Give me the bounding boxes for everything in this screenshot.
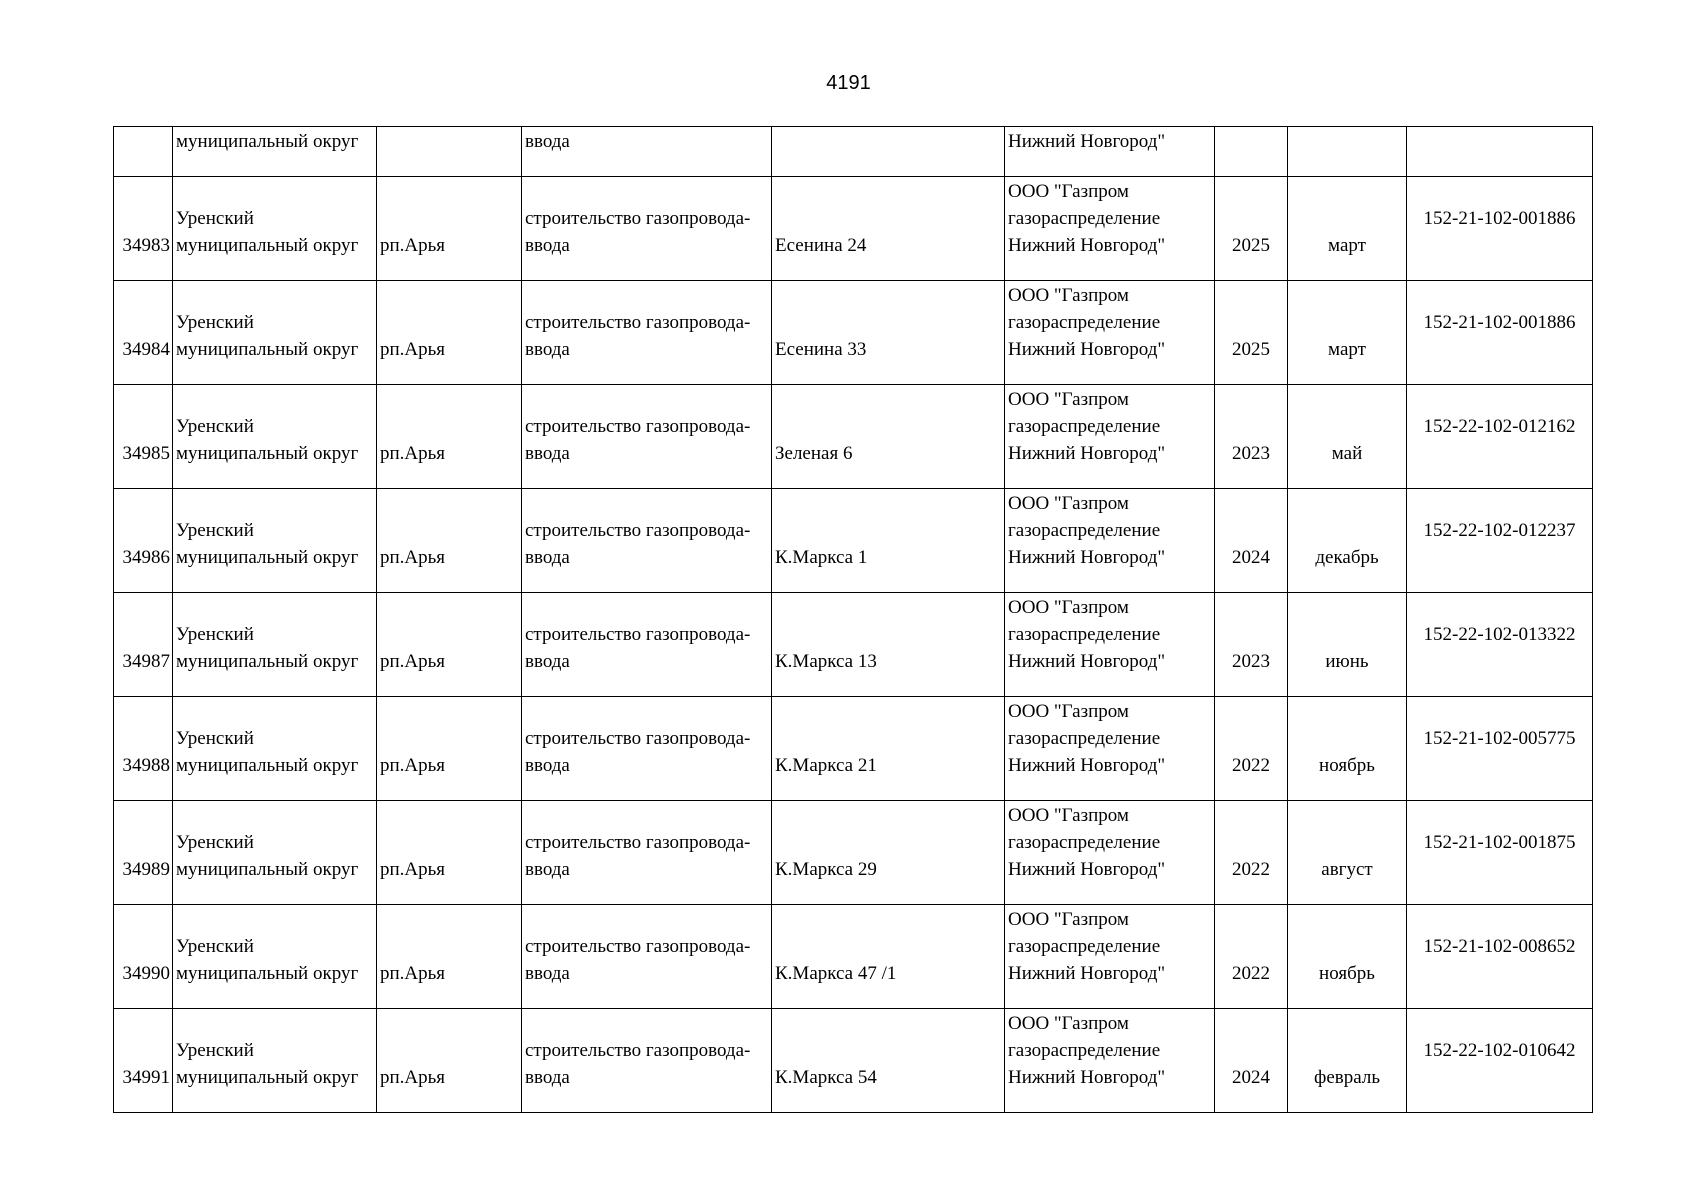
- cell-address: К.Маркса 54: [772, 1009, 1005, 1113]
- cell-district: Уренский муниципальный округ: [173, 593, 377, 697]
- cell-work: строительство газопровода- ввода: [522, 177, 772, 281]
- cell-work: строительство газопровода- ввода: [522, 697, 772, 801]
- cell-address: Зеленая 6: [772, 385, 1005, 489]
- cell-district: Уренский муниципальный округ: [173, 697, 377, 801]
- cell-org: ООО "Газпром газораспределение Нижний Новгород": [1005, 281, 1215, 385]
- cell-org: ООО "Газпром газораспределение Нижний Новгород": [1005, 177, 1215, 281]
- cell-org: ООО "Газпром газораспределение Нижний Новгород": [1005, 385, 1215, 489]
- cell-code: 152-21-102-005775: [1407, 697, 1593, 801]
- cell-org: ООО "Газпром газораспределение Нижний Новгород": [1005, 697, 1215, 801]
- cell-month: август: [1288, 801, 1407, 905]
- cell-district: Уренский муниципальный округ: [173, 801, 377, 905]
- cell-district: Уренский муниципальный округ: [173, 1009, 377, 1113]
- cell-org: Нижний Новгород": [1005, 127, 1215, 177]
- cell-district: Уренский муниципальный округ: [173, 177, 377, 281]
- cell-district: муниципальный округ: [173, 127, 377, 177]
- cell-num: 34985: [114, 385, 173, 489]
- cell-year: 2022: [1215, 905, 1288, 1009]
- cell-address: Есенина 33: [772, 281, 1005, 385]
- cell-work: строительство газопровода- ввода: [522, 905, 772, 1009]
- cell-code: [1407, 127, 1593, 177]
- cell-org: ООО "Газпром газораспределение Нижний Новгород": [1005, 1009, 1215, 1113]
- cell-code: 152-21-102-001886: [1407, 281, 1593, 385]
- cell-work: строительство газопровода- ввода: [522, 489, 772, 593]
- cell-org: ООО "Газпром газораспределение Нижний Новгород": [1005, 489, 1215, 593]
- cell-code: 152-22-102-010642: [1407, 1009, 1593, 1113]
- cell-district: Уренский муниципальный округ: [173, 905, 377, 1009]
- cell-work: ввода: [522, 127, 772, 177]
- cell-settlement: рп.Арья: [377, 697, 522, 801]
- cell-org: ООО "Газпром газораспределение Нижний Новгород": [1005, 905, 1215, 1009]
- cell-num: 34984: [114, 281, 173, 385]
- cell-year: 2024: [1215, 489, 1288, 593]
- cell-district: Уренский муниципальный округ: [173, 489, 377, 593]
- cell-year: 2025: [1215, 177, 1288, 281]
- cell-month: ноябрь: [1288, 697, 1407, 801]
- cell-district: Уренский муниципальный округ: [173, 385, 377, 489]
- page-number: 4191: [826, 72, 871, 94]
- cell-year: [1215, 127, 1288, 177]
- table-row: [114, 489, 1593, 593]
- cell-month: июнь: [1288, 593, 1407, 697]
- cell-work: строительство газопровода- ввода: [522, 385, 772, 489]
- cell-code: 152-21-102-008652: [1407, 905, 1593, 1009]
- cell-num: 34983: [114, 177, 173, 281]
- cell-month: март: [1288, 281, 1407, 385]
- cell-settlement: [377, 127, 522, 177]
- cell-num: 34989: [114, 801, 173, 905]
- cell-work: строительство газопровода- ввода: [522, 1009, 772, 1113]
- cell-year: 2025: [1215, 281, 1288, 385]
- cell-settlement: рп.Арья: [377, 281, 522, 385]
- cell-num: 34986: [114, 489, 173, 593]
- gas-connection-table: [113, 126, 1593, 1113]
- cell-address: К.Маркса 29: [772, 801, 1005, 905]
- cell-work: строительство газопровода- ввода: [522, 281, 772, 385]
- cell-num: 34987: [114, 593, 173, 697]
- cell-num: [114, 127, 173, 177]
- table-row: [114, 593, 1593, 697]
- table-row: [114, 281, 1593, 385]
- cell-year: 2022: [1215, 697, 1288, 801]
- cell-year: 2024: [1215, 1009, 1288, 1113]
- cell-address: [772, 127, 1005, 177]
- cell-code: 152-21-102-001886: [1407, 177, 1593, 281]
- cell-org: ООО "Газпром газораспределение Нижний Новгород": [1005, 593, 1215, 697]
- cell-settlement: рп.Арья: [377, 385, 522, 489]
- cell-settlement: рп.Арья: [377, 905, 522, 1009]
- cell-num: 34988: [114, 697, 173, 801]
- cell-month: ноябрь: [1288, 905, 1407, 1009]
- table-row: [114, 1009, 1593, 1113]
- cell-month: [1288, 127, 1407, 177]
- cell-district: Уренский муниципальный округ: [173, 281, 377, 385]
- cell-settlement: рп.Арья: [377, 489, 522, 593]
- table-row: [114, 905, 1593, 1009]
- cell-settlement: рп.Арья: [377, 593, 522, 697]
- cell-num: 34991: [114, 1009, 173, 1113]
- cell-org: ООО "Газпром газораспределение Нижний Новгород": [1005, 801, 1215, 905]
- table-row: [114, 697, 1593, 801]
- cell-year: 2022: [1215, 801, 1288, 905]
- cell-year: 2023: [1215, 593, 1288, 697]
- cell-month: декабрь: [1288, 489, 1407, 593]
- continuation-row: [114, 127, 1593, 177]
- cell-work: строительство газопровода- ввода: [522, 801, 772, 905]
- cell-code: 152-22-102-013322: [1407, 593, 1593, 697]
- cell-settlement: рп.Арья: [377, 177, 522, 281]
- cell-code: 152-22-102-012162: [1407, 385, 1593, 489]
- cell-code: 152-22-102-012237: [1407, 489, 1593, 593]
- cell-address: К.Маркса 21: [772, 697, 1005, 801]
- cell-settlement: рп.Арья: [377, 1009, 522, 1113]
- cell-address: К.Маркса 47 /1: [772, 905, 1005, 1009]
- cell-work: строительство газопровода- ввода: [522, 593, 772, 697]
- cell-address: К.Маркса 1: [772, 489, 1005, 593]
- table-row: [114, 801, 1593, 905]
- cell-month: май: [1288, 385, 1407, 489]
- cell-num: 34990: [114, 905, 173, 1009]
- cell-month: февраль: [1288, 1009, 1407, 1113]
- cell-year: 2023: [1215, 385, 1288, 489]
- table-row: [114, 177, 1593, 281]
- cell-month: март: [1288, 177, 1407, 281]
- table-row: [114, 385, 1593, 489]
- cell-settlement: рп.Арья: [377, 801, 522, 905]
- cell-address: К.Маркса 13: [772, 593, 1005, 697]
- cell-code: 152-21-102-001875: [1407, 801, 1593, 905]
- cell-address: Есенина 24: [772, 177, 1005, 281]
